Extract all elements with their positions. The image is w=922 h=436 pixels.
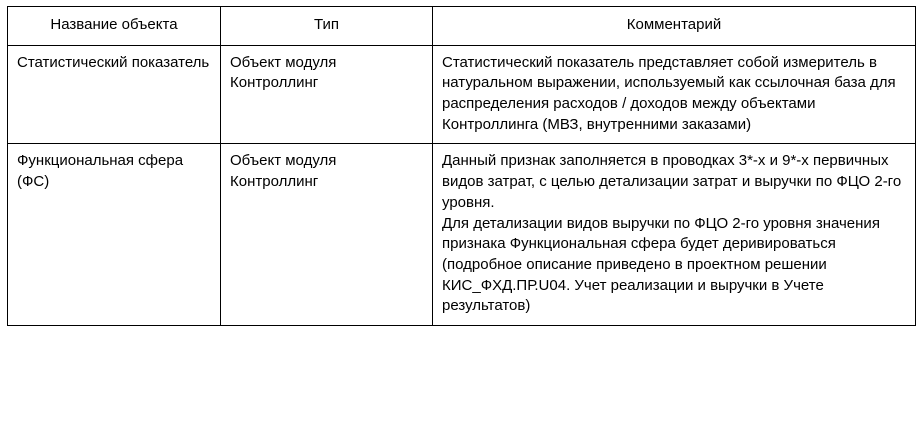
column-header-type: Тип (221, 7, 433, 46)
comment-paragraph: Для детализации видов выручки по ФЦО 2-го уровня значения признака Функциональная сфера будет деривироваться (подробное описание приведено в проектном решении КИС_ФХД.ПР.U04. Учет реализации и выручки в Учете результатов) (442, 214, 880, 315)
table-row (8, 144, 916, 326)
cell-object-type: Объект модуля Контроллинг (221, 144, 433, 326)
column-header-comment: Комментарий (433, 7, 916, 46)
cell-object-comment (433, 45, 916, 144)
cell-object-type: Объект модуля Контроллинг (221, 45, 433, 144)
cell-object-name: Статистический показатель (8, 45, 221, 144)
table-row (8, 45, 916, 144)
comment-paragraph: Статистический показатель представляет собой измеритель в натуральном выражении, используемый как ссылочная база для распределения расходов / доходов между объектами Контроллинга (МВЗ, внутренними заказами) (442, 53, 896, 133)
table-header-row (8, 7, 916, 46)
column-header-object-name: Название объекта (8, 7, 221, 46)
comment-paragraph: Данный признак заполняется в проводках 3*-х и 9*-х первичных видов затрат, с целью детализации затрат и выручки по ФЦО 2-го уровня. (442, 152, 902, 211)
cell-object-comment (433, 144, 916, 326)
object-description-table (7, 6, 916, 326)
cell-object-name: Функциональная сфера (ФС) (8, 144, 221, 326)
